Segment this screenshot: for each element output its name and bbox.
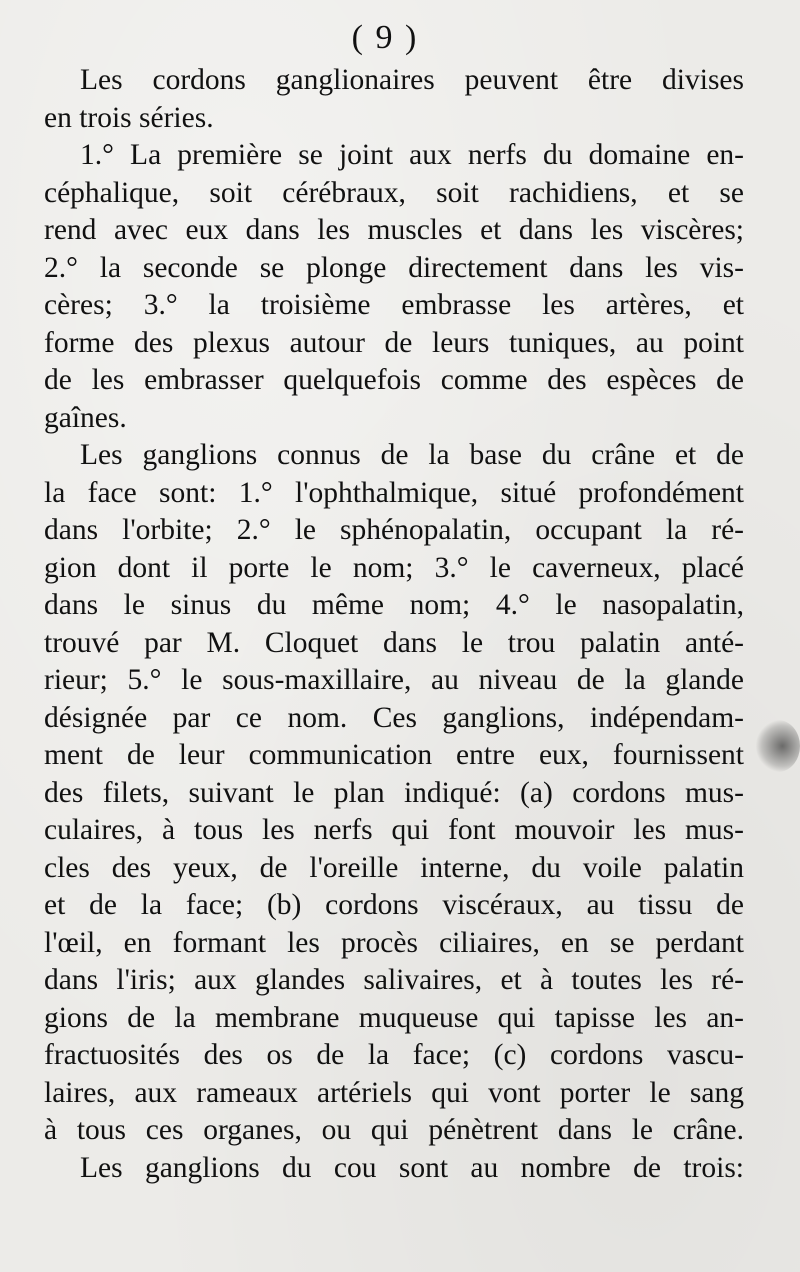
text-line: cères; 3.° la troisième embrasse les artères, et	[44, 289, 744, 321]
body-text	[44, 62, 744, 1187]
text-line: en trois séries.	[44, 101, 214, 134]
text-line: 2.° la seconde se plonge directement dans les vis-	[44, 251, 744, 284]
text-line: dans le sinus du même nom; 4.° le nasopalatin,	[44, 589, 744, 621]
text-line: des filets, suivant le plan indiqué: (a) cordons mus-	[44, 776, 744, 809]
text-line: Les ganglions connus de la base du crâne et de	[80, 439, 744, 471]
text-line: l'œil, en formant les procès ciliaires, en se perdant	[44, 926, 744, 959]
page-number: ( 9 )	[351, 19, 419, 56]
text-line: rieur; 5.° le sous-maxillaire, au niveau de la glande	[44, 664, 744, 696]
text-line: gion dont il porte le nom; 3.° le caverneux, placé	[44, 551, 744, 584]
text-line: céphalique, soit cérébraux, soit rachidiens, et se	[44, 176, 744, 209]
text-line: Les ganglions du cou sont au nombre de trois:	[80, 1151, 744, 1184]
text-line: culaires, à tous les nerfs qui font mouvoir les mus-	[44, 814, 744, 846]
text-line: fractuosités des os de la face; (c) cordons vascu-	[44, 1039, 744, 1071]
text-line: 1.° La première se joint aux nerfs du domaine en-	[80, 139, 744, 171]
text-line: ment de leur communication entre eux, fournissent	[44, 739, 744, 771]
text-line: forme des plexus autour de leurs tuniques, au point	[44, 326, 744, 359]
text-line: et de la face; (b) cordons viscéraux, au tissu de	[44, 889, 744, 921]
text-line: rend avec eux dans les muscles et dans les viscères;	[44, 214, 744, 246]
page-stain	[756, 720, 800, 772]
text-line: à tous ces organes, ou qui pénètrent dans le crâne.	[44, 1114, 744, 1146]
text-line: Les cordons ganglionaires peuvent être divises	[80, 64, 744, 96]
text-line: désignée par ce nom. Ces ganglions, indépendam-	[44, 701, 744, 734]
text-line: cles des yeux, de l'oreille interne, du voile palatin	[44, 851, 744, 884]
text-line: gaînes.	[44, 401, 127, 434]
text-line: gions de la membrane muqueuse qui tapisse les an-	[44, 1001, 744, 1034]
text-line: laires, aux rameaux artériels qui vont porter le sang	[44, 1076, 744, 1109]
text-line: de les embrasser quelquefois comme des espèces de	[44, 364, 744, 396]
text-line: dans l'orbite; 2.° le sphénopalatin, occupant la ré-	[44, 514, 744, 546]
text-line: trouvé par M. Cloquet dans le trou palatin anté-	[44, 626, 744, 659]
text-line: la face sont: 1.° l'ophthalmique, situé profondément	[44, 476, 744, 509]
text-line: dans l'iris; aux glandes salivaires, et à toutes les ré-	[44, 964, 744, 996]
